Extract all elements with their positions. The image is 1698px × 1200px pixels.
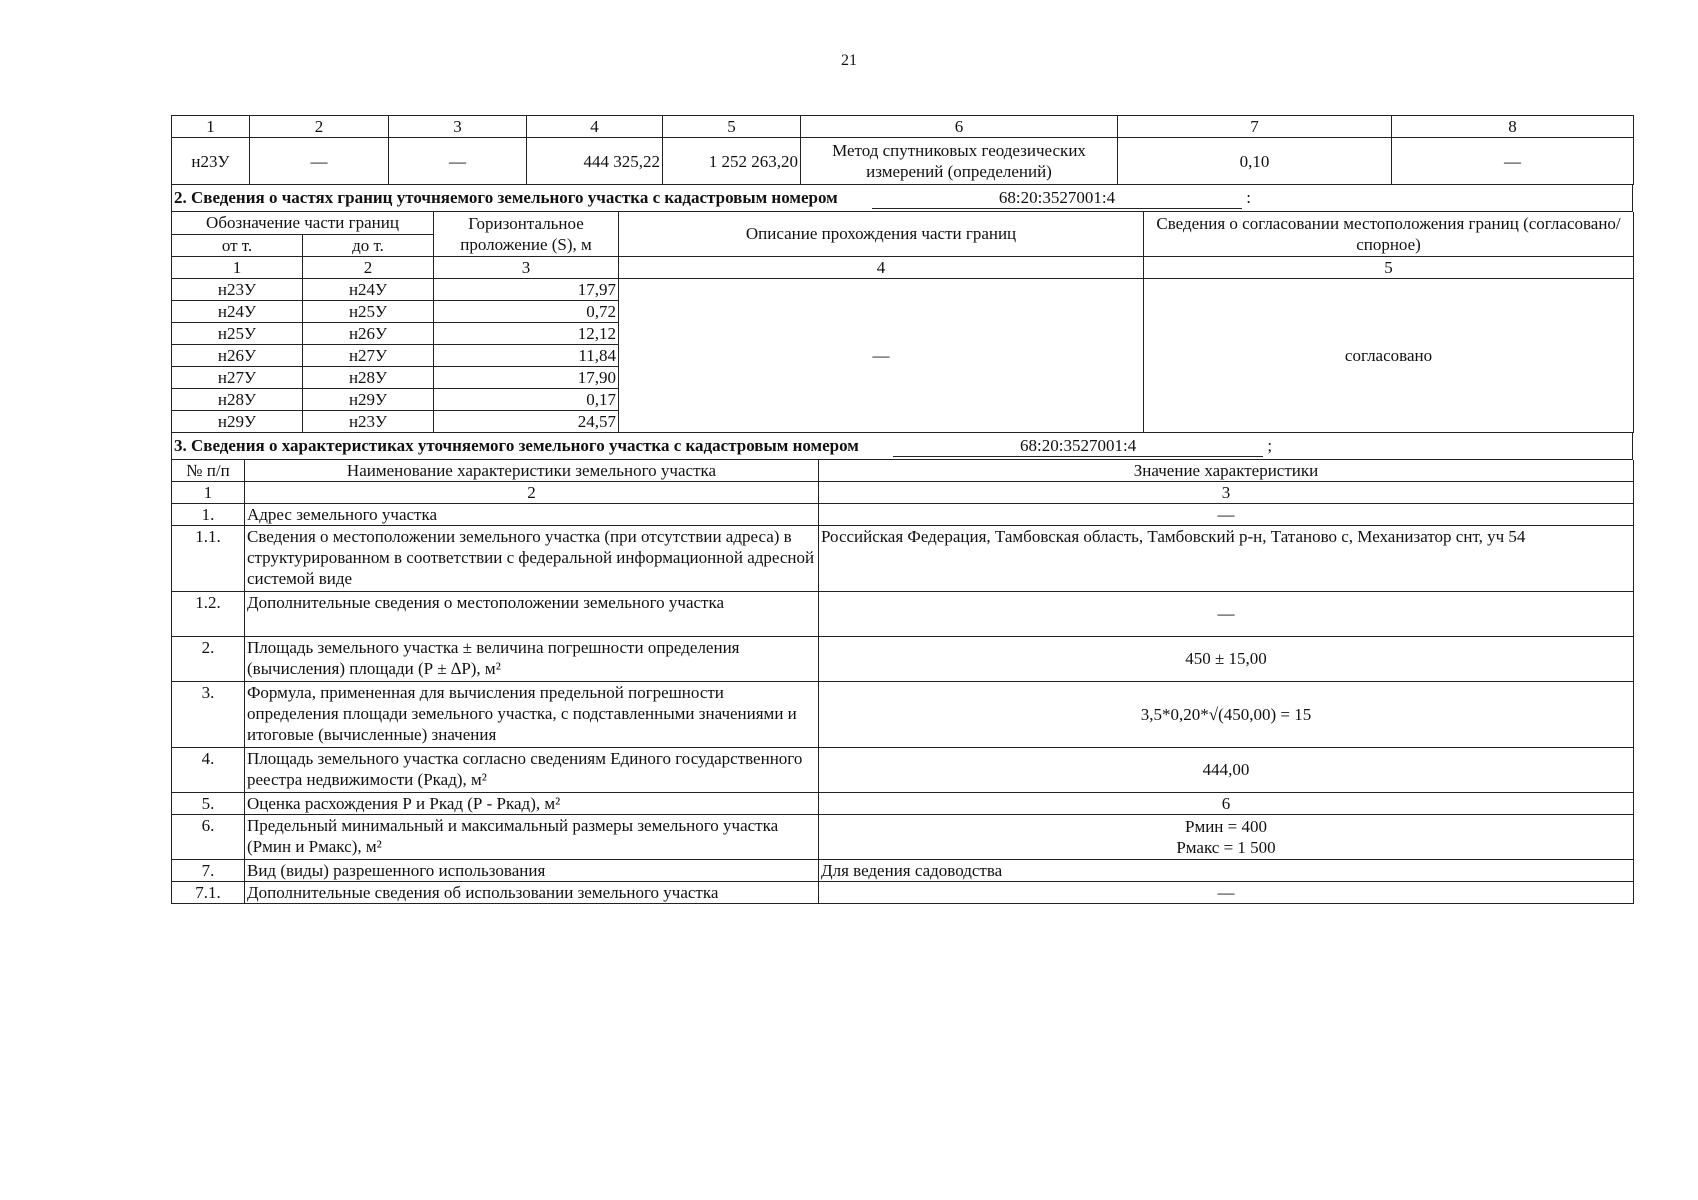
row-name: Дополнительные сведения о местоположении земельного участка: [245, 591, 819, 636]
section2-title: [172, 185, 1633, 212]
row-value: —: [819, 503, 1634, 525]
segment-length: 24,57: [434, 410, 619, 432]
header-description: Описание прохождения части границ: [619, 212, 1144, 256]
section3-cadastral-number: 68:20:3527001:4: [893, 435, 1263, 457]
section2-title-table: [171, 185, 1633, 212]
row-num: 3.: [172, 681, 245, 747]
col-header: 7: [1118, 116, 1392, 138]
section2-suffix: :: [1246, 188, 1251, 207]
description-value: —: [619, 278, 1144, 432]
row-name: Оценка расхождения Р и Ркад (Р - Ркад), м²: [245, 792, 819, 814]
segment-length: 11,84: [434, 344, 619, 366]
row-value: —: [819, 591, 1634, 636]
col-number: 5: [1144, 256, 1634, 278]
row-value: 444,00: [819, 747, 1634, 792]
characteristics-table: [171, 460, 1634, 904]
coord-y: 1 252 263,20: [663, 138, 801, 185]
col-number: 4: [619, 256, 1144, 278]
segment-length: 17,97: [434, 278, 619, 300]
row-name: Площадь земельного участка согласно сведениям Единого государственного реестра недвижимости (Ркад), м²: [245, 747, 819, 792]
cell: —: [250, 138, 389, 185]
table-row: [172, 525, 1634, 591]
table-row: [172, 747, 1634, 792]
row-value: Российская Федерация, Тамбовская область, Тамбовский р-н, Татаново с, Механизатор снт, уч 54: [819, 525, 1634, 591]
point-name: н23У: [172, 138, 250, 185]
segment-length: 17,90: [434, 366, 619, 388]
row-name: Предельный минимальный и максимальный размеры земельного участка (Рмин и Рмакс), м²: [245, 814, 819, 859]
section3-title-text: 3. Сведения о характеристиках уточняемого земельного участка с кадастровым номером: [174, 435, 859, 455]
table-row: [172, 881, 1634, 903]
points-table-header: [172, 116, 1634, 138]
row-name: Площадь земельного участка ± величина погрешности определения (вычисления) площади (Р ± ∆Р), м²: [245, 636, 819, 681]
header-from: от т.: [172, 234, 303, 256]
header-boundary-designation: Обозначение части границ: [172, 212, 434, 234]
header-agreement: Сведения о согласовании местоположения границ (согласовано/спорное): [1144, 212, 1634, 256]
header-length: Горизонтальное проложение (S), м: [434, 212, 619, 256]
section2-title-text: 2. Сведения о частях границ уточняемого земельного участка с кадастровым номером: [174, 188, 838, 207]
to-point: н26У: [303, 322, 434, 344]
col-header: 1: [172, 116, 250, 138]
from-point: н25У: [172, 322, 303, 344]
row-value: Для ведения садоводства: [819, 859, 1634, 881]
header-name: Наименование характеристики земельного участка: [245, 460, 819, 482]
table-row: [172, 636, 1634, 681]
from-point: н23У: [172, 278, 303, 300]
row-num: 2.: [172, 636, 245, 681]
page-number: 21: [841, 52, 857, 69]
header-num: № п/п: [172, 460, 245, 482]
row-num: 1.1.: [172, 525, 245, 591]
from-point: н29У: [172, 410, 303, 432]
to-point: н24У: [303, 278, 434, 300]
row-num: 7.: [172, 859, 245, 881]
from-point: н27У: [172, 366, 303, 388]
table-row: [172, 814, 1634, 859]
table-row: [172, 591, 1634, 636]
col-number: 2: [245, 481, 819, 503]
row-num: 6.: [172, 814, 245, 859]
section3-title-table: [171, 433, 1633, 460]
col-number: 3: [434, 256, 619, 278]
row-name: Вид (виды) разрешенного использования: [245, 859, 819, 881]
col-number: 2: [303, 256, 434, 278]
accuracy: 0,10: [1118, 138, 1392, 185]
header-to: до т.: [303, 234, 434, 256]
table-row: [172, 503, 1634, 525]
table-row: [172, 859, 1634, 881]
to-point: н27У: [303, 344, 434, 366]
to-point: н28У: [303, 366, 434, 388]
row-value: 6: [819, 792, 1634, 814]
from-point: н26У: [172, 344, 303, 366]
col-header: 6: [801, 116, 1118, 138]
row-num: 1.2.: [172, 591, 245, 636]
segment-length: 0,72: [434, 300, 619, 322]
col-header: 4: [527, 116, 663, 138]
table-row: [172, 138, 1634, 185]
to-point: н25У: [303, 300, 434, 322]
col-header: 8: [1392, 116, 1634, 138]
points-table: [171, 115, 1634, 185]
section3-title: [172, 433, 1633, 460]
col-number: 1: [172, 256, 303, 278]
col-header: 3: [389, 116, 527, 138]
row-value: 450 ± 15,00: [819, 636, 1634, 681]
to-point: н29У: [303, 388, 434, 410]
table-row: [172, 681, 1634, 747]
table-row: [172, 278, 1634, 300]
from-point: н28У: [172, 388, 303, 410]
table-row: [172, 792, 1634, 814]
row-value: 3,5*0,20*√(450,00) = 15: [819, 681, 1634, 747]
segment-length: 0,17: [434, 388, 619, 410]
row-value: —: [819, 881, 1634, 903]
from-point: н24У: [172, 300, 303, 322]
cell: —: [389, 138, 527, 185]
col-number: 1: [172, 481, 245, 503]
boundary-parts-table: [171, 212, 1634, 433]
row-num: 7.1.: [172, 881, 245, 903]
document-body: [171, 115, 1633, 904]
row-name: Сведения о местоположении земельного участка (при отсутствии адреса) в структурированном в соответствии с федеральной информационной адресной системой виде: [245, 525, 819, 591]
row-num: 4.: [172, 747, 245, 792]
col-number: 3: [819, 481, 1634, 503]
section2-cadastral-number: 68:20:3527001:4: [872, 187, 1242, 209]
col-header: 2: [250, 116, 389, 138]
method: Метод спутниковых геодезических измерений (определений): [801, 138, 1118, 185]
row-value: Рмин = 400 Рмакс = 1 500: [819, 814, 1634, 859]
col-header: 5: [663, 116, 801, 138]
to-point: н23У: [303, 410, 434, 432]
header-value: Значение характеристики: [819, 460, 1634, 482]
row-name: Формула, примененная для вычисления предельной погрешности определения площади земельного участка, с подставленными значениями и итоговые (вычисленные) значения: [245, 681, 819, 747]
agreement-value: согласовано: [1144, 278, 1634, 432]
coord-x: 444 325,22: [527, 138, 663, 185]
row-name: Дополнительные сведения об использовании земельного участка: [245, 881, 819, 903]
segment-length: 12,12: [434, 322, 619, 344]
cell: —: [1392, 138, 1634, 185]
row-num: 1.: [172, 503, 245, 525]
row-num: 5.: [172, 792, 245, 814]
row-name: Адрес земельного участка: [245, 503, 819, 525]
section3-suffix: ;: [1267, 435, 1273, 455]
